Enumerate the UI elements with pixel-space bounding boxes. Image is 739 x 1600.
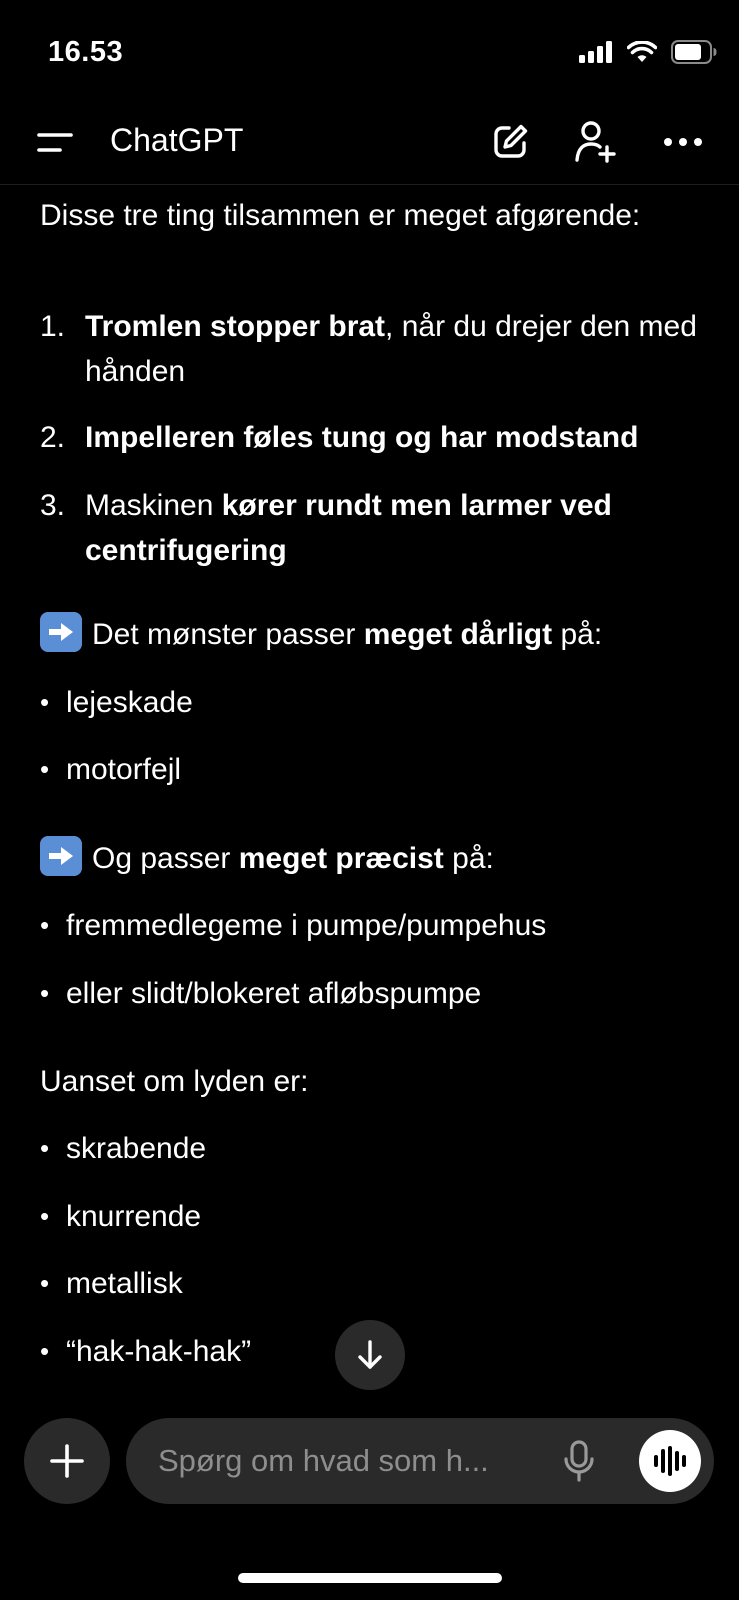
bullet-text: skrabende xyxy=(66,1132,207,1165)
app-title[interactable]: ChatGPT xyxy=(110,122,244,158)
status-icons xyxy=(579,40,717,64)
bullet-text: eller slidt/blokeret afløbspumpe xyxy=(66,977,482,1010)
message-input[interactable] xyxy=(158,1440,528,1482)
add-people-button[interactable] xyxy=(572,118,620,166)
bad-fit-bold: meget dårligt xyxy=(363,618,553,651)
attach-button[interactable] xyxy=(24,1418,110,1504)
bullet-text: “hak-hak-hak” xyxy=(66,1335,252,1368)
step-bold-text: Impelleren føles tung og har modstand xyxy=(85,421,639,454)
menu-button[interactable] xyxy=(36,126,76,160)
list-item xyxy=(40,483,700,573)
microphone-icon xyxy=(563,1440,595,1482)
good-fit-bold: meget præcist xyxy=(238,842,444,875)
app-header xyxy=(0,100,739,185)
more-options-button[interactable] xyxy=(659,118,707,166)
bad-fit-pre: Det mønster passer xyxy=(92,618,364,651)
list-number: 1. xyxy=(40,310,66,343)
list-item: • “hak-hak-hak” xyxy=(40,1329,700,1374)
voice-waveform-icon xyxy=(653,1446,687,1476)
more-icon xyxy=(663,137,703,147)
list-item xyxy=(40,304,700,394)
dictate-button[interactable] xyxy=(556,1438,602,1484)
scroll-to-bottom-button[interactable] xyxy=(335,1320,405,1390)
list-item: • knurrende xyxy=(40,1194,700,1239)
status-time: 16.53 xyxy=(48,36,124,68)
bullet-text: motorfejl xyxy=(66,753,182,786)
arrow-right-emoji xyxy=(40,612,82,652)
list-item xyxy=(40,415,700,460)
list-item: • metallisk xyxy=(40,1261,700,1306)
status-bar xyxy=(0,0,739,100)
list-item: • eller slidt/blokeret afløbspumpe xyxy=(40,971,700,1016)
list-item: • motorfejl xyxy=(40,747,700,792)
list-number: 3. xyxy=(40,489,66,522)
bullet-text: metallisk xyxy=(66,1267,183,1300)
arrow-down-icon xyxy=(355,1339,385,1371)
new-chat-button[interactable] xyxy=(486,118,534,166)
step-bold-text: Tromlen stopper brat xyxy=(85,310,386,343)
add-person-icon xyxy=(574,120,618,164)
bullet-text: lejeskade xyxy=(66,686,193,719)
step-text: , når du drejer den med hånden xyxy=(85,310,697,388)
list-number: 2. xyxy=(40,421,66,454)
battery-icon xyxy=(671,40,717,64)
list-item: • fremmedlegeme i pumpe/pumpehus xyxy=(40,903,700,948)
step-text: Maskinen xyxy=(85,489,222,522)
home-indicator[interactable] xyxy=(238,1573,502,1583)
voice-mode-button[interactable] xyxy=(639,1430,701,1492)
list-item: • skrabende xyxy=(40,1126,700,1171)
arrow-right-emoji xyxy=(40,836,82,876)
cellular-signal-icon xyxy=(579,41,613,63)
list-item: • lejeskade xyxy=(40,680,700,725)
edit-icon xyxy=(490,122,530,162)
wifi-icon xyxy=(627,41,657,63)
sound-intro: Uanset om lyden er: xyxy=(40,1065,309,1098)
menu-icon xyxy=(36,126,76,160)
plus-icon xyxy=(50,1444,84,1478)
good-fit-pre: Og passer xyxy=(92,842,239,875)
composer xyxy=(126,1418,714,1504)
bullet-text: knurrende xyxy=(66,1200,202,1233)
message-intro: Disse tre ting tilsammen er meget afgørende: xyxy=(40,199,641,232)
bad-fit-post: på: xyxy=(552,618,603,651)
step-bold-text: kører rundt men larmer ved centrifugering xyxy=(85,489,612,567)
bullet-text: fremmedlegeme i pumpe/pumpehus xyxy=(66,909,547,942)
good-fit-line xyxy=(40,836,700,881)
assistant-message xyxy=(40,185,700,1415)
good-fit-post: på: xyxy=(443,842,494,875)
bad-fit-line xyxy=(40,612,700,657)
